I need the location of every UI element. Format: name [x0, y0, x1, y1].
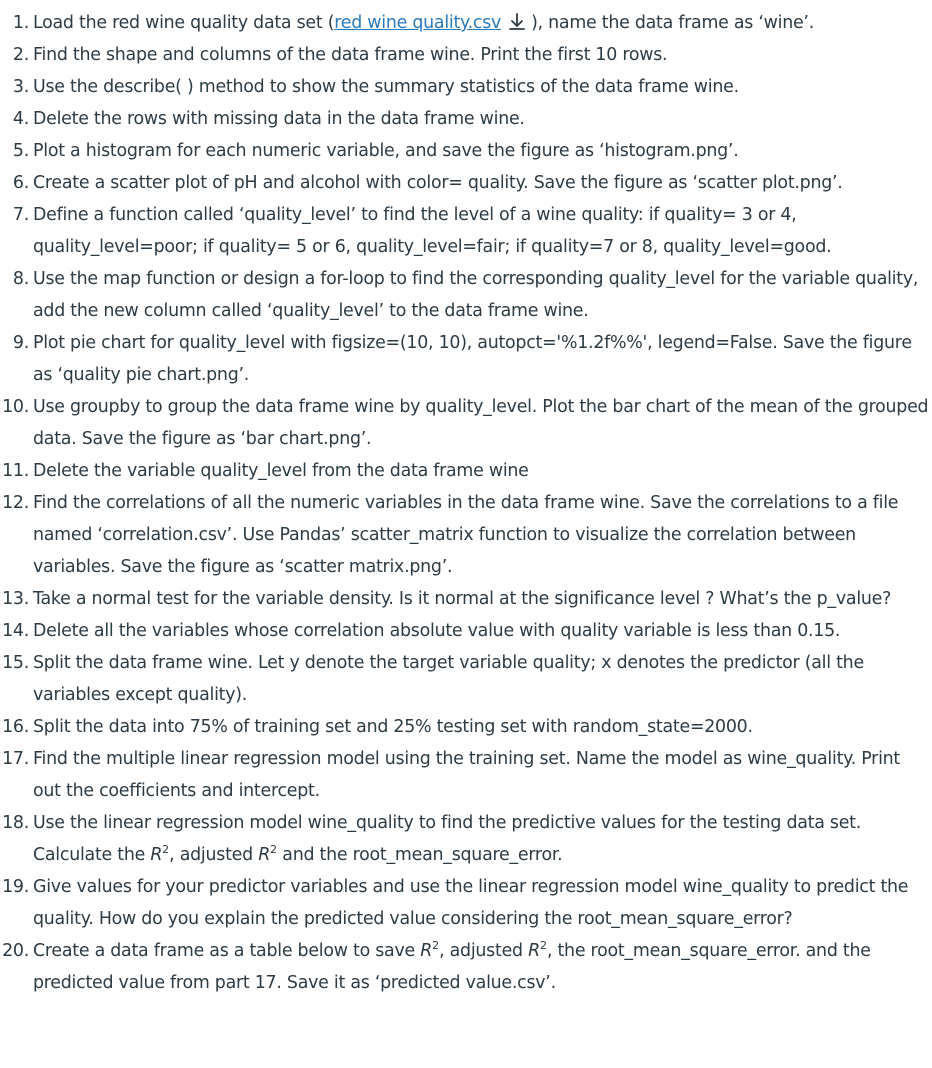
download-icon[interactable] [507, 10, 527, 30]
task-number: 1. [12, 13, 29, 33]
text-segment: Split the data frame wine. Let y denote the target variable quality; x denotes the predictor (all the variables except quality). [33, 653, 864, 705]
task-item-4 [0, 103, 932, 135]
task-text [33, 877, 908, 929]
text-segment: ), name the data frame as ‘wine’. [531, 13, 814, 33]
text-segment: Delete the rows with missing data in the data frame wine. [33, 109, 525, 129]
task-text [33, 461, 529, 481]
r-symbol: R [258, 845, 271, 865]
task-item-6 [0, 167, 932, 199]
text-segment: , adjusted [169, 845, 259, 865]
text-segment: Create a scatter plot of pH and alcohol with color= quality. Save the figure as ‘scatter plot.png’. [33, 173, 843, 193]
task-item-11 [0, 455, 932, 487]
task-item-10 [0, 391, 932, 455]
task-text [33, 717, 753, 737]
task-text [33, 269, 918, 321]
exponent: 2 [162, 843, 170, 856]
exponent: 2 [539, 939, 547, 952]
task-number: 16. [2, 717, 29, 737]
task-number: 18. [2, 813, 29, 833]
task-item-14 [0, 615, 932, 647]
text-segment: Create a data frame as a table below to save [33, 941, 421, 961]
task-number: 14. [2, 621, 29, 641]
task-number: 3. [12, 77, 29, 97]
task-item-7 [0, 199, 932, 263]
task-item-2 [0, 39, 932, 71]
task-number: 4. [12, 109, 29, 129]
task-number: 6. [12, 173, 29, 193]
task-item-19 [0, 871, 932, 935]
task-number: 7. [12, 205, 29, 225]
text-segment: Load the red wine quality data set ( [33, 13, 335, 33]
text-segment: Plot a histogram for each numeric variable, and save the figure as ‘histogram.png’. [33, 141, 739, 161]
exponent: 2 [432, 939, 440, 952]
task-text [33, 109, 525, 129]
task-item-5 [0, 135, 932, 167]
task-number: 19. [2, 877, 29, 897]
task-number: 2. [12, 45, 29, 65]
task-text [33, 141, 738, 161]
text-segment: Define a function called ‘quality_level’ to find the level of a wine quality: if quality= 3 or 4, quality_level=poor; if quality= 5 or 6, quality_level=fair; if quality=7 or 8, quality_level=good. [33, 205, 832, 257]
task-number: 20. [2, 941, 29, 961]
text-segment: Plot pie chart for quality_level with figsize=(10, 10), autopct='%1.2f%%', legend=False. Save the figure as ‘quality pie chart.png’. [33, 333, 912, 385]
task-number: 12. [2, 493, 29, 513]
task-text [33, 813, 861, 865]
task-item-16 [0, 711, 932, 743]
task-item-20 [0, 935, 932, 999]
text-segment: Find the shape and columns of the data frame wine. Print the first 10 rows. [33, 45, 668, 65]
task-item-3 [0, 71, 932, 103]
dataset-file-link[interactable]: red wine quality.csv [334, 13, 502, 33]
text-segment: Split the data into 75% of training set and 25% testing set with random_state=2000. [33, 717, 753, 737]
text-segment: Give values for your predictor variables and use the linear regression model wine_quality to predict the quality. How do you explain the predicted value considering the root_mean_square_error? [33, 877, 909, 929]
text-segment: Delete the variable quality_level from the data frame wine [33, 461, 529, 481]
r-symbol: R [420, 941, 433, 961]
task-text [33, 205, 831, 257]
task-text [33, 397, 928, 449]
task-item-8 [0, 263, 932, 327]
exponent: 2 [270, 843, 278, 856]
task-item-15 [0, 647, 932, 711]
task-text [33, 173, 843, 193]
task-item-1 [0, 7, 932, 39]
task-item-9 [0, 327, 932, 391]
task-text [33, 653, 864, 705]
text-segment: Find the correlations of all the numeric variables in the data frame wine. Save the correlations to a file named ‘correlation.csv’. Use Pandas’ scatter_matrix function to visualize the correlation between variables. Save the figure as ‘scatter matrix.png’. [33, 493, 899, 577]
r-symbol: R [528, 941, 540, 961]
text-segment: , the root_mean_square_error. and the predicted value from part 17. Save it as ‘predicted value.csv’. [33, 941, 871, 993]
text-segment: Use the describe( ) method to show the summary statistics of the data frame wine. [33, 77, 739, 97]
task-text [33, 493, 898, 577]
task-text [33, 589, 891, 609]
text-segment: Delete all the variables whose correlation absolute value with quality variable is less than 0.15. [33, 621, 841, 641]
text-segment: and the root_mean_square_error. [277, 845, 563, 865]
task-number: 8. [12, 269, 29, 289]
task-number: 17. [2, 749, 29, 769]
task-number: 10. [2, 397, 29, 417]
task-item-17 [0, 743, 932, 807]
task-list [0, 7, 932, 999]
task-text [33, 941, 871, 993]
task-number: 13. [2, 589, 29, 609]
task-number: 9. [12, 333, 29, 353]
task-number: 5. [12, 141, 29, 161]
task-text [33, 333, 912, 385]
task-item-18 [0, 807, 932, 871]
task-text [33, 77, 739, 97]
text-segment: Use the linear regression model wine_quality to find the predictive values for the testing data set. Calculate the [33, 813, 862, 865]
task-text [33, 13, 814, 33]
text-segment: Take a normal test for the variable density. Is it normal at the significance level ? What’s the p_value? [33, 589, 892, 609]
task-item-12 [0, 487, 932, 583]
task-number: 11. [2, 461, 29, 481]
task-number: 15. [2, 653, 29, 673]
text-segment: Use the map function or design a for-loop to find the corresponding quality_level for the variable quality, add the new column called ‘quality_level’ to the data frame wine. [33, 269, 919, 321]
text-segment: Find the multiple linear regression model using the training set. Name the model as wine_quality. Print out the coefficients and intercept. [33, 749, 901, 801]
r-symbol: R [150, 845, 163, 865]
text-segment: , adjusted [439, 941, 529, 961]
task-text [33, 749, 900, 801]
task-item-13 [0, 583, 932, 615]
task-text [33, 621, 840, 641]
text-segment: Use groupby to group the data frame wine by quality_level. Plot the bar chart of the mean of the grouped data. Save the figure as ‘bar chart.png’. [33, 397, 929, 449]
task-text [33, 45, 667, 65]
